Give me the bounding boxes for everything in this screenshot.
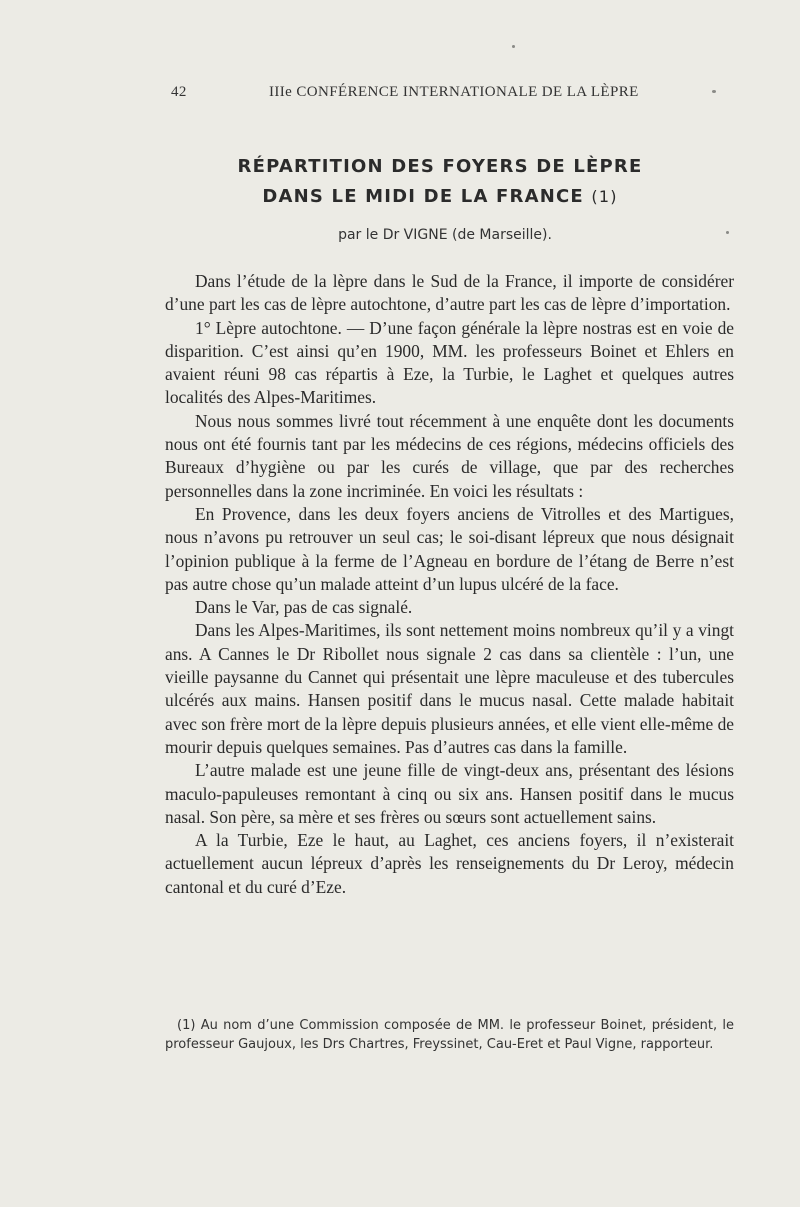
paragraph: En Provence, dans les deux foyers anciens de Vitrolles et des Martigues, nous n’avons pu retrouver un seul cas; le soi-disant lépreux que nous désignait l’opinion publique à la ferme de l’Agneau en bordure de l’étang de Berre n’est pas autre chose qu’un malade atteint d’un lupus ulcéré de la face. bbox=[165, 503, 734, 594]
article-title-line-2: DANS LE MIDI DE LA FRANCE (1) bbox=[262, 186, 618, 207]
running-title: IIIe CONFÉRENCE INTERNATIONALE DE LA LÈPRE bbox=[269, 84, 639, 100]
footnote-text: (1) Au nom d’une Commission composée de MM. le professeur Boinet, président, le professeur Gaujoux, les Drs Chartres, Freyssinet, Cau-Eret et Paul Vigne, rapporteur. bbox=[165, 1018, 734, 1052]
footnote bbox=[165, 1016, 734, 1054]
running-header bbox=[171, 84, 650, 101]
paragraph: Nous nous sommes livré tout récemment à une enquête dont les documents nous ont été fournis tant par les médecins de ces régions, médecins officiels des Bureaux d’hygiène ou par les curés de village, que par des recherches personnelles dans la zone incriminée. En voici les résultats : bbox=[165, 410, 734, 501]
paragraph: Dans les Alpes-Maritimes, ils sont nettement moins nombreux qu’il y a vingt ans. A Cannes le Dr Ribollet nous signale 2 cas dans sa clientèle : l’un, une vieille paysanne du Cannet qui présentait une lèpre maculeuse et des tubercules ulcérés aux mains. Hansen positif dans le mucus nasal. Cette malade habitait avec son frère mort de la lèpre depuis plusieurs années, et elle vient elle-même de mourir depuis quelques semaines. Pas d’autres cas dans la famille. bbox=[165, 620, 734, 757]
paragraph: 1° Lèpre autochtone. — D’une façon générale la lèpre nostras est en voie de disparition. C’est ainsi qu’en 1900, MM. les professeurs Boinet et Ehlers en avaient réuni 98 cas répartis à Eze, la Turbie, le Laghet et quelques autres localités des Alpes-Maritimes. bbox=[165, 317, 734, 408]
paragraph: Dans le Var, pas de cas signalé. bbox=[195, 597, 413, 618]
article-title-line-1: RÉPARTITION DES FOYERS DE LÈPRE bbox=[237, 156, 643, 177]
page-number: 42 bbox=[171, 84, 187, 100]
byline: par le Dr VIGNE (de Marseille). bbox=[338, 227, 552, 243]
paragraph: Dans l’étude de la lèpre dans le Sud de la France, il importe de considérer d’une part les cas de lèpre autochtone, d’autre part les cas de lèpre d’importation. bbox=[165, 271, 734, 315]
article-body bbox=[165, 270, 734, 899]
footnote-reference: (1) bbox=[591, 187, 618, 206]
paragraph: A la Turbie, Eze le haut, au Laghet, ces anciens foyers, il n’existerait actuellement aucun lépreux d’après les renseignements du Dr Leroy, médecin cantonal et du curé d’Eze. bbox=[165, 830, 734, 897]
paragraph: L’autre malade est une jeune fille de vingt-deux ans, présentant des lésions maculo-papuleuses remontant à cinq ou six ans. Hansen positif dans le mucus nasal. Son père, sa mère et ses frères ou sœurs sont actuellement sains. bbox=[165, 760, 734, 827]
